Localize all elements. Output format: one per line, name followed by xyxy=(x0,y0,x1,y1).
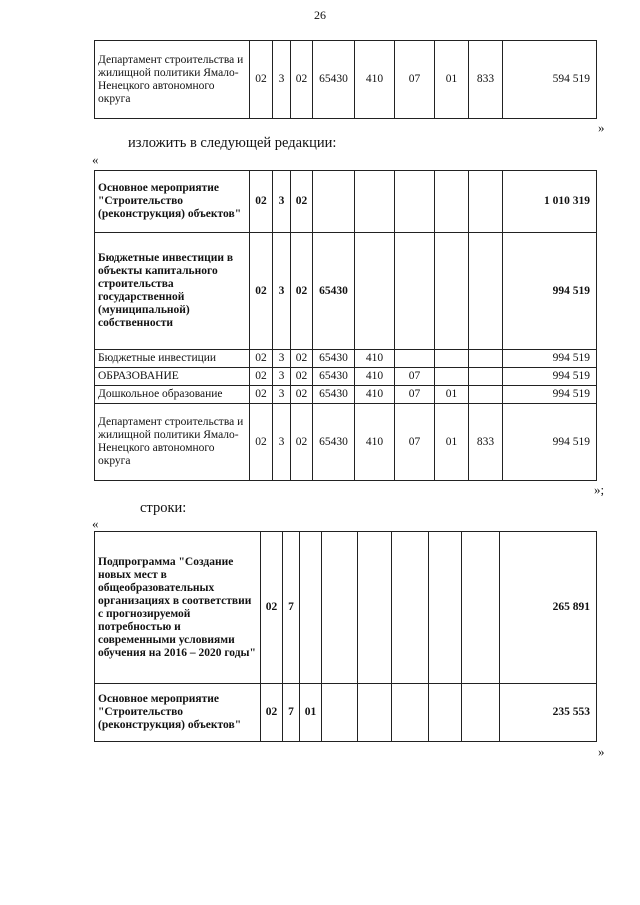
cell-code xyxy=(322,532,358,684)
cell-code xyxy=(358,684,392,742)
cell-code xyxy=(469,171,503,233)
cell-code: 02 xyxy=(261,684,283,742)
cell-code xyxy=(462,532,500,684)
cell-code xyxy=(300,532,322,684)
cell-code: 02 xyxy=(250,41,273,119)
cell-code: 01 xyxy=(435,386,469,404)
cell-code: 833 xyxy=(469,41,503,119)
cell-code: 02 xyxy=(291,404,313,481)
table-row xyxy=(95,368,597,386)
cell-code xyxy=(469,350,503,368)
cell-code: 07 xyxy=(395,404,435,481)
cell-code: 65430 xyxy=(313,350,355,368)
cell-code: 02 xyxy=(291,41,313,119)
cell-code: 833 xyxy=(469,404,503,481)
table-row xyxy=(95,532,597,684)
opening-quote: « xyxy=(92,516,99,531)
row-name: Департамент строительства и жилищной политики Ямало-Ненецкого автономного округа xyxy=(95,41,250,119)
cell-code: 07 xyxy=(395,386,435,404)
row-name: Основное мероприятие "Строительство (реконструкция) объектов" xyxy=(95,171,250,233)
cell-code: 65430 xyxy=(313,41,355,119)
section-heading: строки: xyxy=(140,500,187,516)
row-name: Бюджетные инвестиции в объекты капитального строительства государственной (муниципальной) собственности xyxy=(95,233,250,350)
cell-code: 3 xyxy=(273,404,291,481)
cell-code: 410 xyxy=(355,41,395,119)
row-name: ОБРАЗОВАНИЕ xyxy=(95,368,250,386)
cell-code xyxy=(435,171,469,233)
cell-code: 02 xyxy=(250,404,273,481)
cell-code xyxy=(392,684,429,742)
cell-code xyxy=(395,233,435,350)
closing-quote: » xyxy=(598,120,605,135)
cell-code: 65430 xyxy=(313,368,355,386)
cell-amount: 994 519 xyxy=(503,350,597,368)
opening-quote: « xyxy=(92,152,99,167)
cell-code xyxy=(355,233,395,350)
cell-code: 02 xyxy=(250,350,273,368)
cell-code: 3 xyxy=(273,233,291,350)
row-name: Дошкольное образование xyxy=(95,386,250,404)
cell-code: 02 xyxy=(291,171,313,233)
cell-amount: 235 553 xyxy=(500,684,597,742)
cell-code: 02 xyxy=(250,233,273,350)
table-row xyxy=(95,386,597,404)
table-row xyxy=(95,41,597,119)
cell-code: 410 xyxy=(355,404,395,481)
cell-code xyxy=(435,233,469,350)
cell-code: 65430 xyxy=(313,386,355,404)
cell-code: 410 xyxy=(355,386,395,404)
cell-code xyxy=(429,684,462,742)
cell-code xyxy=(429,532,462,684)
closing-quote: » xyxy=(598,744,605,759)
cell-code: 02 xyxy=(250,171,273,233)
cell-code: 02 xyxy=(250,368,273,386)
cell-code: 3 xyxy=(273,350,291,368)
cell-code: 02 xyxy=(291,233,313,350)
table-row xyxy=(95,233,597,350)
page-number: 26 xyxy=(314,8,326,22)
cell-amount: 594 519 xyxy=(503,41,597,119)
cell-amount: 994 519 xyxy=(503,404,597,481)
cell-code: 01 xyxy=(300,684,322,742)
closing-quote: »; xyxy=(594,482,605,497)
cell-code: 02 xyxy=(261,532,283,684)
cell-code xyxy=(435,368,469,386)
section-heading: изложить в следующей редакции: xyxy=(128,135,337,151)
cell-amount: 994 519 xyxy=(503,386,597,404)
cell-code: 410 xyxy=(355,368,395,386)
cell-code xyxy=(435,350,469,368)
cell-code xyxy=(313,171,355,233)
row-name: Бюджетные инвестиции xyxy=(95,350,250,368)
table-row xyxy=(95,171,597,233)
cell-code xyxy=(469,386,503,404)
cell-code: 07 xyxy=(395,368,435,386)
budget-table-1 xyxy=(94,40,597,119)
cell-amount: 265 891 xyxy=(500,532,597,684)
row-name: Основное мероприятие "Строительство (реконструкция) объектов" xyxy=(95,684,261,742)
cell-code xyxy=(395,350,435,368)
cell-code xyxy=(395,171,435,233)
cell-code: 02 xyxy=(250,386,273,404)
cell-code xyxy=(462,684,500,742)
cell-code: 7 xyxy=(283,684,300,742)
cell-code xyxy=(358,532,392,684)
cell-amount: 994 519 xyxy=(503,368,597,386)
cell-code: 01 xyxy=(435,404,469,481)
cell-code: 3 xyxy=(273,41,291,119)
cell-code xyxy=(355,171,395,233)
budget-table-3 xyxy=(94,531,597,742)
row-name: Подпрограмма "Создание новых мест в общеобразовательных организациях в соответствии с прогнозируемой потребностью и современными условиями обучения на 2016 – 2020 годы" xyxy=(95,532,261,684)
cell-code xyxy=(469,368,503,386)
cell-code: 02 xyxy=(291,368,313,386)
cell-amount: 994 519 xyxy=(503,233,597,350)
cell-code xyxy=(322,684,358,742)
table-row xyxy=(95,350,597,368)
cell-code: 07 xyxy=(395,41,435,119)
table-row xyxy=(95,404,597,481)
table-row xyxy=(95,684,597,742)
row-name: Департамент строительства и жилищной политики Ямало-Ненецкого автономного округа xyxy=(95,404,250,481)
cell-code: 7 xyxy=(283,532,300,684)
budget-table-2 xyxy=(94,170,597,481)
cell-code xyxy=(469,233,503,350)
cell-code xyxy=(392,532,429,684)
cell-code: 01 xyxy=(435,41,469,119)
cell-code: 3 xyxy=(273,368,291,386)
cell-code: 65430 xyxy=(313,404,355,481)
cell-code: 02 xyxy=(291,350,313,368)
cell-amount: 1 010 319 xyxy=(503,171,597,233)
cell-code: 65430 xyxy=(313,233,355,350)
cell-code: 3 xyxy=(273,171,291,233)
cell-code: 02 xyxy=(291,386,313,404)
cell-code: 410 xyxy=(355,350,395,368)
cell-code: 3 xyxy=(273,386,291,404)
